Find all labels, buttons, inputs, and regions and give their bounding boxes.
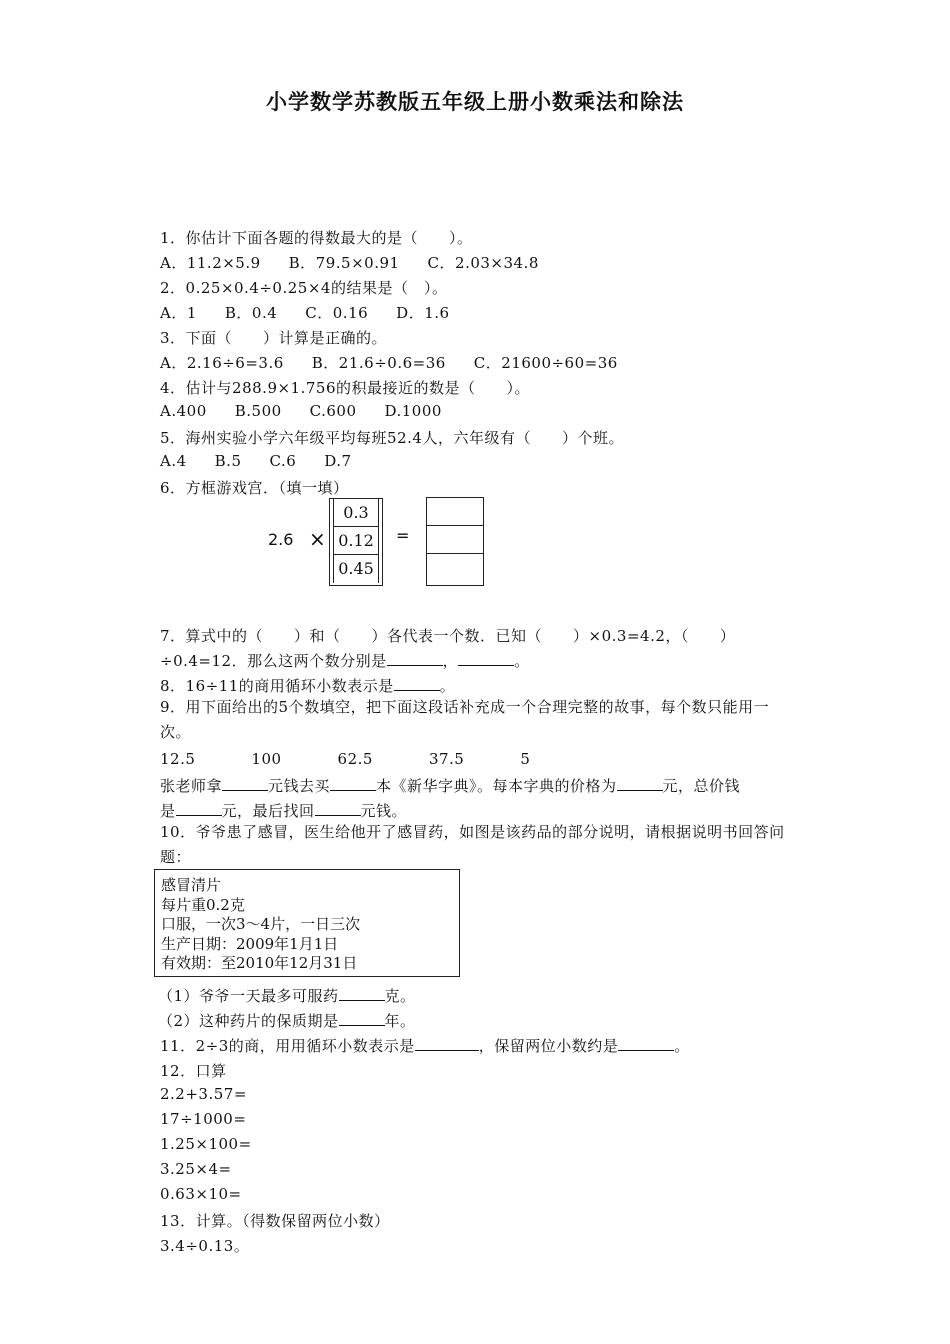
question-6: 6．方框游戏宫．（填一填） [160, 479, 349, 497]
option-b: B．0.4 [224, 304, 278, 322]
option-a: A．11.2×5.9 [160, 254, 261, 272]
page-title: 小学数学苏教版五年级上册小数乘法和除法 [266, 90, 684, 114]
question-10-sub-1: （1）爷爷一天最多可服药 克。 [158, 987, 416, 1005]
option-c: C．0.16 [305, 304, 369, 322]
answer-cell[interactable] [427, 526, 483, 554]
mental-item: 1.25×100= [160, 1135, 252, 1153]
option-c: C.600 [309, 402, 357, 420]
answer-blank[interactable] [415, 1036, 479, 1051]
story-line-1: 张老师拿 元钱去买 本《新华字典》。每本字典的价格为 元，总价钱 [160, 777, 741, 795]
dosage: 口服，一次3～4片，一日三次 [161, 915, 361, 933]
option-b: B．21.6÷0.6=36 [311, 354, 446, 372]
question-9: 9．用下面给出的5个数填空，把下面这段话补充成一个合理完整的故事，每个数只能用一次。 [160, 698, 770, 741]
calc-item: 3.4÷0.13。 [160, 1237, 250, 1255]
number-item: 12.5 [160, 750, 196, 768]
option-c: C．21600÷60=36 [473, 354, 618, 372]
answer-blank[interactable] [330, 776, 376, 791]
tablet-weight: 每片重0.2克 [161, 895, 245, 914]
question-10: 10．爷爷患了感冒，医生给他开了感冒药，如图是该药品的部分说明，请根据说明书回答问题： [160, 823, 785, 866]
option-b: B．79.5×0.91 [288, 254, 400, 272]
option-c: C.6 [269, 452, 297, 470]
answer-blank[interactable] [339, 1011, 385, 1026]
question-2: 2．0.25×0.4÷0.25×4的结果是（ ）。 [160, 279, 448, 297]
question-3: 3．下面（ ）计算是正确的。 [160, 329, 388, 347]
expiry-date: 有效期：至2010年12月31日 [161, 954, 358, 972]
factor-cell: 0.45 [333, 555, 379, 583]
story-line-2: 是 元，最后找回 元钱。 [160, 802, 408, 820]
question-3-options [160, 352, 646, 373]
number-item: 100 [251, 750, 282, 768]
answer-blank[interactable] [394, 676, 440, 691]
question-5-options [160, 452, 380, 470]
option-a: A．1 [160, 304, 197, 322]
production-date: 生产日期：2009年1月1日 [161, 934, 339, 953]
number-item: 37.5 [428, 750, 465, 768]
question-13: 13．计算。（得数保留两位小数） [160, 1212, 390, 1230]
times-sign: × [309, 527, 326, 551]
answer-blank[interactable] [339, 986, 385, 1001]
question-11: 11．2÷3的商，用用循环小数表示是 ，保留两位小数约是 。 [160, 1037, 690, 1055]
option-b: B.500 [234, 402, 282, 420]
number-item: 5 [520, 750, 531, 768]
mental-item: 2.2+3.57= [160, 1085, 247, 1103]
option-a: A．2.16÷6=3.6 [160, 354, 284, 372]
question-10-sub-2: （2）这种药片的保质期是 年。 [158, 1012, 416, 1030]
mental-item: 0.63×10= [160, 1185, 242, 1203]
answer-blank[interactable] [222, 776, 268, 791]
medicine-name: 感冒清片 [161, 876, 222, 894]
answer-blank[interactable] [458, 651, 514, 666]
option-a: A.400 [160, 402, 207, 420]
answer-blank[interactable] [387, 651, 443, 666]
question-2-options [160, 302, 478, 323]
question-1-options [160, 252, 567, 273]
answer-blank[interactable] [176, 801, 222, 816]
option-c: C．2.03×34.8 [427, 254, 539, 272]
option-d: D.7 [324, 452, 352, 470]
option-d: D.1000 [384, 402, 442, 420]
mental-item: 3.25×4= [160, 1160, 232, 1178]
question-5: 5．海州实验小学六年级平均每班52.4人，六年级有（ ）个班。 [160, 429, 624, 447]
number-bank [160, 750, 586, 768]
question-4: 4．估计与288.9×1.756的积最接近的数是（ ）。 [160, 379, 530, 397]
question-4-options [160, 402, 470, 420]
answer-cell[interactable] [427, 498, 483, 526]
option-a: A.4 [160, 452, 187, 470]
mental-item: 17÷1000= [160, 1110, 247, 1128]
option-b: B.5 [214, 452, 242, 470]
factor-cell: 0.12 [333, 527, 379, 555]
answer-blank[interactable] [617, 776, 663, 791]
medicine-label-box [154, 869, 460, 977]
answer-blank[interactable] [618, 1036, 674, 1051]
option-d: D．1.6 [396, 304, 450, 322]
equals-sign: = [396, 526, 410, 545]
question-12: 12．口算 [160, 1062, 227, 1080]
answer-blank[interactable] [315, 801, 361, 816]
question-8: 8．16÷11的商用循环小数表示是 。 [160, 677, 456, 695]
answer-column [426, 497, 484, 586]
answer-cell[interactable] [427, 554, 483, 582]
question-1: 1．你估计下面各题的得数最大的是（ ）。 [160, 229, 473, 247]
factor-cell: 0.3 [333, 499, 379, 527]
number-item: 62.5 [337, 750, 373, 768]
multiplicand: 2.6 [268, 530, 294, 549]
factor-column [329, 498, 383, 586]
question-7-line-2: ÷0.4=12．那么这两个数分别是 ， 。 [160, 652, 530, 670]
question-7-line-1: 7．算式中的（ ）和（ ）各代表一个数．已知（ ）×0.3=4.2，（ ） [160, 627, 736, 645]
